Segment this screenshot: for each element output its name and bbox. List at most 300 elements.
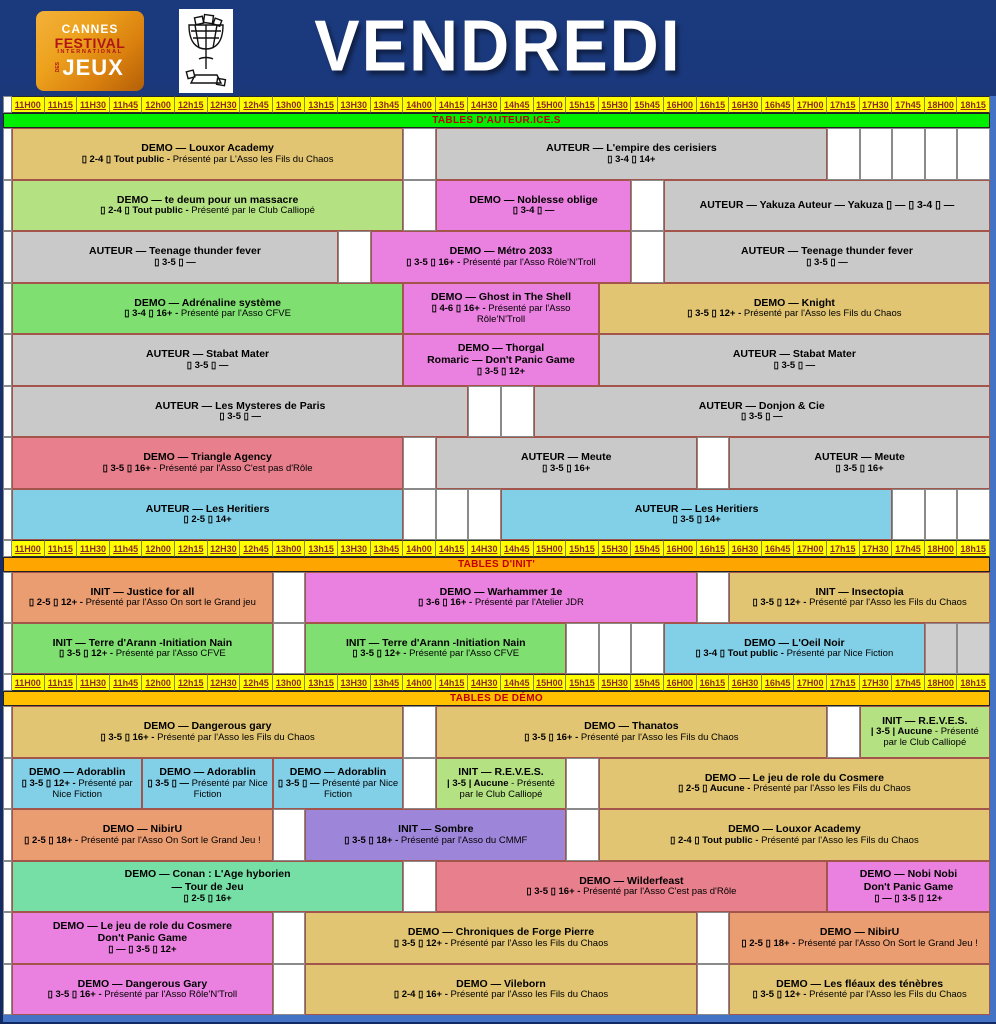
session-detail-bold: ▯ 3-4 ▯ Tout public - [695, 648, 784, 660]
time-cell: 15h15 [566, 674, 599, 691]
time-cell: 12H30 [208, 96, 241, 113]
session-detail: ▯ 2-5 ▯ 12+ - Présenté par l'Asso On sort le Grand jeu [28, 597, 256, 609]
session-title: INIT — R.E.V.E.S. [882, 714, 968, 727]
session-title: AUTEUR — Teenage thunder fever [89, 245, 261, 258]
time-cell: 16H00 [664, 540, 697, 557]
session-title: DEMO — Conan : L'Age hyborien [124, 868, 291, 881]
time-cell: 16h45 [762, 96, 795, 113]
session-detail: ▯ 3-5 ▯ 12+ - Présenté par l'Asso les Fils du Chaos [393, 937, 609, 949]
session-block [12, 623, 273, 674]
schedule-table [3, 96, 996, 1022]
time-cell: 11h45 [110, 540, 143, 557]
session-block [305, 623, 566, 674]
session-title: AUTEUR — Teenage thunder fever [741, 245, 913, 258]
session-title: DEMO — Louxor Academy [141, 142, 274, 155]
time-cell: 12h45 [240, 674, 273, 691]
session-detail-bold: ▯ 3-5 ▯ — [147, 777, 190, 789]
time-cell: 13h45 [371, 540, 404, 557]
session-detail-bold: ▯ 3-5 ▯ — [277, 777, 320, 789]
session-detail-bold: ▯ 2-5 ▯ 12+ - [28, 597, 83, 609]
session-detail [16, 515, 399, 526]
row-stub-cell [3, 758, 12, 810]
empty-slot-cell [501, 386, 534, 438]
schedule-row [3, 809, 990, 861]
session-block [305, 964, 696, 1016]
session-detail [440, 206, 628, 217]
session-title: DEMO — Adorablin [159, 766, 256, 779]
session-title: AUTEUR — Les Mysteres de Paris [154, 399, 326, 412]
time-cell: 12h00 [142, 540, 175, 557]
session-title: AUTEUR — Les Heritiers [634, 502, 759, 515]
time-cell: 15h45 [631, 674, 664, 691]
row-stub-cell [3, 334, 12, 386]
session-detail [440, 155, 823, 166]
time-cell: 17H00 [794, 540, 827, 557]
time-cell: 15h15 [566, 540, 599, 557]
time-cell: 12h15 [175, 540, 208, 557]
session-detail: ▯ 2-5 ▯ 18+ - Présenté par l'Asso On Sort le Grand Jeu ! [741, 937, 978, 949]
session-detail-bold: ▯ 2-4 ▯ Tout public - [100, 205, 189, 217]
time-cell: 14h15 [436, 674, 469, 691]
session-detail-bold: ▯ 3-5 ▯ 12+ - [687, 308, 742, 320]
time-cell: 11H00 [12, 96, 45, 113]
session-block [305, 912, 696, 964]
session-block [142, 758, 272, 810]
time-cell: 13h15 [305, 674, 338, 691]
time-cell: 13H30 [338, 96, 371, 113]
session-title: DEMO — Le jeu de role du Cosmere [704, 771, 884, 784]
session-detail-bold: ▯ 2-5 ▯ 18+ - [741, 937, 796, 949]
time-cell: 17h15 [827, 96, 860, 113]
time-cell: 11H30 [77, 674, 110, 691]
session-detail-bold: ▯ 3-5 ▯ 16+ [835, 462, 884, 474]
section-bar [3, 113, 990, 128]
session-subtitle: Don't Panic Game [863, 880, 954, 893]
row-stub-cell [3, 180, 12, 232]
session-block [12, 180, 403, 232]
schedule-row [3, 128, 990, 180]
session-detail-bold: ▯ 4-6 ▯ 16+ - [431, 302, 486, 314]
session-detail-bold: ▯ 3-5 ▯ — [219, 411, 261, 423]
time-cell: 12h00 [142, 96, 175, 113]
session-title: DEMO — Adrénaline système [134, 296, 281, 309]
session-block [12, 334, 403, 386]
session-detail: ▯ 3-5 ▯ 18+ - Présenté par l'Asso du CMMF [344, 834, 528, 846]
empty-slot-cell [403, 437, 436, 489]
session-block [12, 758, 142, 810]
session-title: DEMO — Adorablin [28, 766, 126, 779]
time-cell: 15H00 [534, 540, 567, 557]
schedule-row [3, 489, 990, 541]
time-cell: 13h00 [273, 540, 306, 557]
session-detail: ▯ 3-5 ▯ 16+ - Présenté par l'Asso Rôle'N'Troll [47, 989, 238, 1001]
session-detail-bold: ▯ 3-5 ▯ 12+ - [59, 648, 114, 660]
session-detail: ▯ 3-5 ▯ 16+ - Présenté par l'Asso C'est pas d'Rôle [102, 462, 313, 474]
session-title: DEMO — Adorablin [289, 766, 387, 779]
session-detail-bold: ▯ 2-5 ▯ 16+ [183, 892, 232, 904]
time-cell: 11H30 [77, 96, 110, 113]
session-block [12, 283, 403, 335]
time-cell: 14h45 [501, 674, 534, 691]
empty-slot-cell [566, 809, 599, 861]
row-stub-cell [3, 861, 12, 913]
time-cell: 14h00 [403, 674, 436, 691]
session-detail [440, 464, 693, 475]
time-cell: 15H00 [534, 96, 567, 113]
session-block [729, 437, 990, 489]
empty-slot-cell [273, 809, 306, 861]
session-detail-bold: | 3-5 | Aucune [870, 726, 933, 738]
session-detail [505, 515, 888, 526]
schedule-row [3, 758, 990, 810]
time-cell: 17H30 [860, 96, 893, 113]
session-detail-bold: ▯ 3-5 ▯ — [773, 359, 816, 371]
session-detail: ▯ 3-5 ▯ 16+ - Présenté par l'Asso Rôle'N'Troll [406, 256, 596, 268]
session-block [501, 489, 892, 541]
time-cell: 17h45 [892, 674, 925, 691]
session-title: AUTEUR — Les Heritiers [145, 502, 270, 515]
session-title: AUTEUR — Donjon & Cie [698, 399, 825, 412]
session-block [729, 912, 990, 964]
time-cell: 15h15 [566, 96, 599, 113]
time-cell: 13H30 [338, 674, 371, 691]
schedule-row [3, 623, 990, 674]
row-stub-cell [3, 231, 12, 283]
session-detail-bold: ▯ 3-5 ▯ 16+ - [406, 256, 461, 268]
session-block [12, 706, 403, 758]
session-detail-bold: ▯ 3-5 ▯ 12+ - [21, 777, 76, 789]
session-block [12, 809, 273, 861]
session-detail: ▯ 2-5 ▯ Aucune - Présenté par l'Asso les Fils du Chaos [678, 783, 911, 795]
empty-slot-cell [403, 180, 436, 232]
time-stub-cell [3, 540, 12, 557]
session-detail-bold: ▯ 3-5 ▯ 12+ - [393, 937, 448, 949]
row-stub-cell [3, 623, 12, 674]
session-detail-bold: ▯ 3-5 ▯ 16+ - [526, 886, 581, 898]
time-cell: 12H30 [208, 540, 241, 557]
section-bar-label: TABLES D'AUTEUR.ICE.S [3, 113, 990, 128]
session-block [599, 809, 990, 861]
time-cell: 17h15 [827, 540, 860, 557]
time-cell: 18H00 [925, 540, 958, 557]
time-cell: 13h15 [305, 540, 338, 557]
session-detail-bold: | 3-5 | Aucune [447, 777, 509, 789]
time-cell: 13H30 [338, 540, 371, 557]
time-cell: 11H30 [77, 540, 110, 557]
session-detail-bold: ▯ 3-4 ▯ 16+ - [124, 308, 179, 320]
session-detail [16, 412, 464, 423]
session-block [12, 231, 338, 283]
session-detail-bold: ▯ 3-6 ▯ 16+ - [418, 597, 473, 609]
row-stub-cell [3, 386, 12, 438]
time-cell: 11h15 [45, 540, 78, 557]
time-header-row [3, 540, 990, 557]
time-cell: 14h15 [436, 96, 469, 113]
session-block [599, 283, 990, 335]
empty-slot-cell [566, 623, 599, 674]
session-title: DEMO — NibirU [102, 823, 183, 836]
session-detail [831, 894, 986, 905]
session-detail-bold: ▯ 2-5 ▯ 14+ [183, 514, 232, 526]
session-block [729, 964, 990, 1016]
session-title: DEMO — Thanatos [584, 720, 679, 733]
section-bar-label: TABLES DE DÉMO [3, 691, 990, 706]
time-cell: 17h15 [827, 674, 860, 691]
session-detail-bold: ▯ 2-5 ▯ 18+ - [24, 834, 79, 846]
time-cell: 14h45 [501, 540, 534, 557]
time-header-row [3, 96, 990, 113]
session-block [273, 758, 403, 810]
schedule-row [3, 334, 990, 386]
session-detail: ▯ 3-5 ▯ 12+ - Présenté par l'Asso les Fils du Chaos [752, 597, 967, 609]
time-cell: 16H30 [729, 96, 762, 113]
gray-slot-cell [925, 623, 958, 674]
session-detail: ▯ 3-5 ▯ — Présenté par Nice Fiction [147, 777, 268, 800]
empty-slot-cell [273, 964, 306, 1016]
session-detail: ▯ 3-5 ▯ 12+ - Présenté par l'Asso les Fils du Chaos [752, 989, 967, 1001]
session-detail-bold: ▯ 2-5 ▯ Aucune - [678, 783, 751, 795]
session-detail-bold: ▯ 3-5 ▯ 12+ - [352, 648, 407, 660]
session-block [436, 128, 827, 180]
session-detail-bold: ▯ 2-4 ▯ Tout public - [670, 834, 759, 846]
session-block [436, 180, 632, 232]
time-cell: 15H30 [599, 540, 632, 557]
empty-slot-cell [599, 623, 632, 674]
time-cell: 18H00 [925, 96, 958, 113]
session-subtitle: Romaric — Don't Panic Game [427, 354, 575, 367]
time-cell: 16H00 [664, 674, 697, 691]
session-detail-bold: ▯ — ▯ 3-5 ▯ 12+ [108, 944, 177, 956]
session-block [305, 572, 696, 623]
session-title: AUTEUR — L'empire des cerisiers [546, 142, 717, 155]
empty-slot-cell [468, 489, 501, 541]
session-detail: ▯ 4-6 ▯ 16+ - Présenté par l'Asso Rôle'N'Troll [431, 302, 571, 325]
session-detail-bold: ▯ 3-5 ▯ 18+ - [344, 834, 399, 846]
time-cell: 14h00 [403, 96, 436, 113]
session-title: DEMO — Métro 2033 [449, 245, 553, 258]
session-title: DEMO — Les fléaux des ténèbres [776, 977, 944, 990]
session-title: INIT — Sombre [398, 823, 474, 836]
time-cell: 18h15 [957, 540, 990, 557]
session-block [534, 386, 990, 438]
session-title: DEMO — Ghost in The Shell [430, 291, 571, 304]
time-cell: 12h15 [175, 96, 208, 113]
time-cell: 15H30 [599, 96, 632, 113]
empty-slot-cell [403, 128, 436, 180]
session-detail-bold: ▯ — ▯ 3-5 ▯ 12+ [874, 892, 943, 904]
time-header-row [3, 674, 990, 691]
schedule-row [3, 964, 990, 1016]
logo-text-festival: FESTIVAL [54, 34, 126, 51]
time-cell: 11H00 [12, 540, 45, 557]
schedule-row [3, 283, 990, 335]
empty-slot-cell [892, 128, 925, 180]
session-title: DEMO — Dangerous gary [143, 720, 272, 733]
session-title: DEMO — Dangerous Gary [77, 977, 208, 990]
time-cell: 16H30 [729, 674, 762, 691]
session-detail-bold: ▯ 3-5 ▯ 12+ - [752, 597, 807, 609]
session-detail [538, 412, 986, 423]
time-cell: 11h45 [110, 674, 143, 691]
empty-slot-cell [957, 128, 990, 180]
row-stub-cell [3, 912, 12, 964]
empty-slot-cell [338, 231, 371, 283]
session-block [12, 489, 403, 541]
time-cell: 16h45 [762, 674, 795, 691]
time-cell: 16h15 [697, 96, 730, 113]
session-title: DEMO — NibirU [819, 926, 900, 939]
session-detail-bold: ▯ 3-5 ▯ — [740, 411, 783, 423]
session-detail-bold: ▯ 3-5 ▯ 16+ - [102, 462, 157, 474]
time-cell: 11h15 [45, 674, 78, 691]
time-cell: 17H00 [794, 674, 827, 691]
session-detail-bold: ▯ 3-5 ▯ 16+ - [100, 731, 155, 743]
session-title: AUTEUR — Yakuza Auteur — Yakuza ▯ — ▯ 3-4 ▯ — [699, 198, 955, 211]
time-cell: 12h15 [175, 674, 208, 691]
schedule-row [3, 706, 990, 758]
session-block [664, 231, 990, 283]
row-stub-cell [3, 706, 12, 758]
session-detail: ▯ 2-4 ▯ Tout public - Présenté par le Club Calliopé [100, 205, 315, 217]
session-detail: ▯ 3-5 ▯ 12+ - Présenté par l'Asso CFVE [59, 648, 226, 660]
empty-slot-cell [403, 758, 436, 810]
session-block [436, 706, 827, 758]
session-detail: ▯ 3-5 ▯ 16+ - Présenté par l'Asso C'est pas d'Rôle [526, 886, 737, 898]
time-stub-cell [3, 96, 12, 113]
session-detail [16, 894, 399, 905]
time-cell: 15H30 [599, 674, 632, 691]
session-detail: ▯ 3-5 ▯ 16+ - Présenté par l'Asso les Fils du Chaos [524, 731, 739, 743]
section-bar-label: TABLES D'INIT' [3, 557, 990, 572]
time-cell: 11h15 [45, 96, 78, 113]
session-title: INIT — Terre d'Arann -Initiation Nain [52, 636, 233, 649]
session-title: INIT — Terre d'Arann -Initiation Nain [345, 636, 526, 649]
session-detail [16, 361, 399, 372]
session-detail: ▯ 3-4 ▯ Tout public - Présenté par Nice Fiction [695, 648, 894, 660]
empty-slot-cell [827, 128, 860, 180]
session-detail-bold: ▯ 3-5 ▯ 16+ - [47, 989, 102, 1001]
session-detail [668, 258, 986, 269]
empty-slot-cell [403, 861, 436, 913]
empty-slot-cell [273, 912, 306, 964]
schedule-row [3, 861, 990, 913]
row-stub-cell [3, 437, 12, 489]
time-cell: 13h15 [305, 96, 338, 113]
time-cell: 16h15 [697, 540, 730, 557]
schedule-row [3, 180, 990, 232]
session-detail: ▯ 2-4 ▯ Tout public - Présenté par l'Asso les Fils du Chaos [670, 834, 919, 846]
session-detail: | 3-5 | Aucune - Présenté par le Club Calliopé [870, 726, 979, 749]
logo-text-jeux: DES JEUX [55, 54, 124, 80]
time-cell: 17H30 [860, 674, 893, 691]
session-block [599, 758, 990, 810]
logo-text-international: INTERNATIONAL [57, 49, 123, 56]
time-cell: 15h45 [631, 96, 664, 113]
session-title: DEMO — Triangle Agency [143, 451, 272, 464]
header [0, 0, 996, 96]
time-cell: 14H30 [468, 96, 501, 113]
session-detail-bold: ▯ 3-5 ▯ — [186, 359, 229, 371]
session-block [860, 706, 990, 758]
session-title: DEMO — Knight [753, 296, 835, 309]
session-detail: ▯ 2-5 ▯ 18+ - Présenté par l'Asso On Sort le Grand Jeu ! [24, 834, 261, 846]
schedule-row [3, 912, 990, 964]
time-cell: 14h00 [403, 540, 436, 557]
session-title: AUTEUR — Meute [814, 451, 905, 464]
time-cell: 12H30 [208, 674, 241, 691]
session-block [403, 334, 599, 386]
session-block [827, 861, 990, 913]
empty-slot-cell [403, 706, 436, 758]
session-detail-bold: ▯ 3-5 ▯ — [806, 256, 848, 268]
session-block [403, 283, 599, 335]
time-cell: 13h45 [371, 96, 404, 113]
session-detail [733, 464, 986, 475]
time-cell: 11H00 [12, 674, 45, 691]
time-cell: 12h45 [240, 540, 273, 557]
row-stub-cell [3, 128, 12, 180]
section-bar [3, 557, 990, 572]
session-title: AUTEUR — Stabat Mater [732, 348, 856, 361]
logo-text-cannes: CANNES [61, 21, 119, 36]
session-detail: ▯ 2-4 ▯ Tout public - Présenté par L'Asso les Fils du Chaos [81, 153, 334, 165]
time-cell: 17H30 [860, 540, 893, 557]
session-block [436, 861, 827, 913]
time-cell: 15H00 [534, 674, 567, 691]
session-title: DEMO — Thorgal [457, 341, 545, 354]
session-title: DEMO — Warhammer 1e [439, 585, 563, 598]
session-title: DEMO — Louxor Academy [728, 823, 861, 836]
empty-slot-cell [273, 572, 306, 623]
session-title: DEMO — te deum pour un massacre [116, 193, 299, 206]
session-detail: ▯ 2-4 ▯ 16+ - Présenté par l'Asso les Fils du Chaos [393, 989, 609, 1001]
session-title: INIT — Insectopia [815, 585, 904, 598]
time-cell: 14H30 [468, 540, 501, 557]
time-cell: 16H30 [729, 540, 762, 557]
session-block [12, 861, 403, 913]
time-cell: 15h45 [631, 540, 664, 557]
empty-slot-cell [957, 489, 990, 541]
session-block [371, 231, 632, 283]
session-block [12, 386, 468, 438]
session-title: INIT — R.E.V.E.S. [458, 766, 544, 779]
session-detail [16, 258, 334, 269]
schedule-row [3, 572, 990, 623]
empty-slot-cell [827, 706, 860, 758]
row-stub-cell [3, 489, 12, 541]
time-cell: 11h45 [110, 96, 143, 113]
session-block [12, 437, 403, 489]
time-cell: 12h00 [142, 674, 175, 691]
session-detail-bold: ▯ 3-4 ▯ 14+ [607, 153, 656, 165]
empty-slot-cell [631, 231, 664, 283]
session-block [12, 964, 273, 1016]
session-block [436, 437, 697, 489]
session-title: INIT — Justice for all [90, 585, 195, 598]
time-cell: 18h15 [957, 96, 990, 113]
session-detail-bold: ▯ 3-5 ▯ 14+ [672, 514, 721, 526]
session-detail: ▯ 3-4 ▯ 16+ - Présenté par l'Asso CFVE [124, 308, 291, 320]
session-subtitle: — Tour de Jeu [171, 880, 244, 893]
empty-slot-cell [860, 128, 893, 180]
session-block [12, 128, 403, 180]
row-stub-cell [3, 809, 12, 861]
session-detail-bold: ▯ 3-5 ▯ 16+ [542, 462, 591, 474]
session-detail-bold: ▯ 3-5 ▯ 12+ [476, 366, 526, 378]
empty-slot-cell [697, 964, 730, 1016]
schedule-row [3, 437, 990, 489]
session-block [436, 758, 566, 810]
